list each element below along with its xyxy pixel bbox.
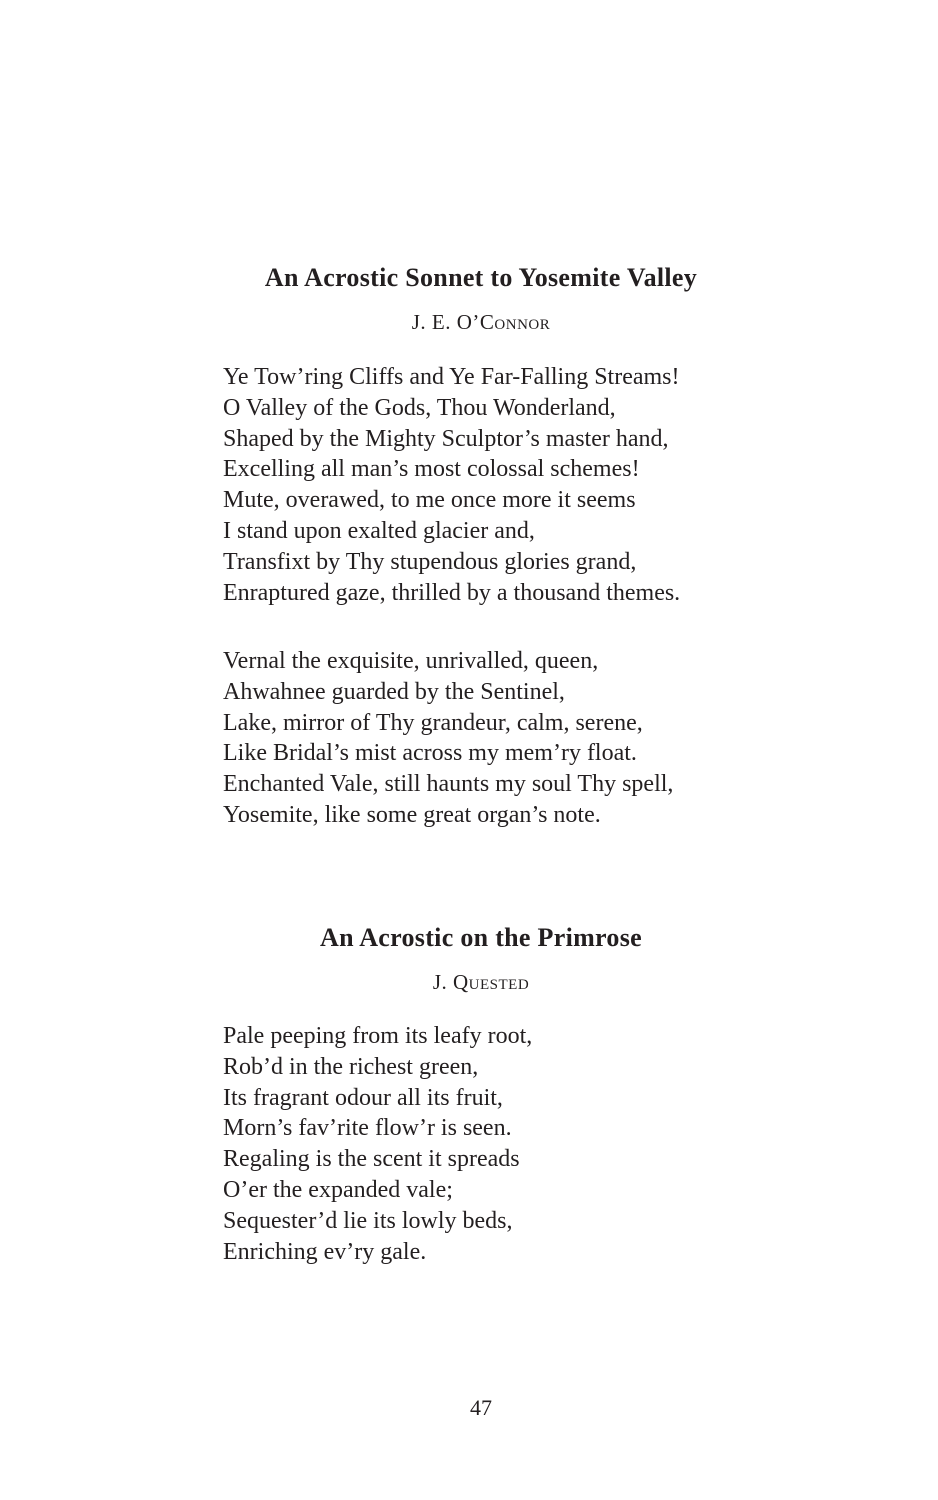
stanza xyxy=(223,1021,532,1267)
poem-line: Morn’s fav’rite flow’r is seen. xyxy=(223,1115,512,1142)
poem-title: An Acrostic Sonnet to Yosemite Valley xyxy=(264,263,698,292)
poem-line: Lake, mirror of Thy grandeur, calm, serene, xyxy=(223,709,643,736)
poem-line: Shaped by the Mighty Sculptor’s master hand, xyxy=(223,425,669,452)
page-number: 47 xyxy=(470,1395,492,1420)
poem-line: Transfixt by Thy stupendous glories grand, xyxy=(223,548,637,575)
poem-line: Enchanted Vale, still haunts my soul Thy spell, xyxy=(223,771,674,798)
poem-author: J. Quested xyxy=(432,970,530,994)
poem-line: Sequester’d lie its lowly beds, xyxy=(223,1207,513,1234)
poem-line: Pale peeping from its leafy root, xyxy=(223,1023,533,1049)
poem-line: Enriching ev’ry gale. xyxy=(223,1238,427,1265)
poem-line: I stand upon exalted glacier and, xyxy=(223,517,535,544)
poem-line: Regaling is the scent it spreads xyxy=(223,1146,520,1173)
poem-author: J. E. O’Connor xyxy=(411,310,551,334)
stanza xyxy=(223,646,673,831)
poem-line: Ahwahnee guarded by the Sentinel, xyxy=(223,678,565,705)
poem-line: Excelling all man’s most colossal schemes! xyxy=(223,456,640,483)
poem-line: Mute, overawed, to me once more it seems xyxy=(223,487,636,514)
poem-line: Its fragrant odour all its fruit, xyxy=(223,1084,503,1111)
poem-line: Enraptured gaze, thrilled by a thousand themes. xyxy=(223,579,681,606)
poem-line: O’er the expanded vale; xyxy=(223,1176,453,1203)
poem-line: Rob’d in the richest green, xyxy=(223,1053,479,1080)
poem-line: Yosemite, like some great organ’s note. xyxy=(223,801,601,828)
poem-title: An Acrostic on the Primrose xyxy=(320,923,642,952)
poem-line: O Valley of the Gods, Thou Wonderland, xyxy=(223,394,616,421)
stanza xyxy=(223,362,680,608)
poem-line: Vernal the exquisite, unrivalled, queen, xyxy=(223,648,599,674)
poem-line: Ye Tow’ring Cliffs and Ye Far-Falling Streams! xyxy=(223,364,680,390)
poem-line: Like Bridal’s mist across my mem’ry float. xyxy=(223,740,637,767)
